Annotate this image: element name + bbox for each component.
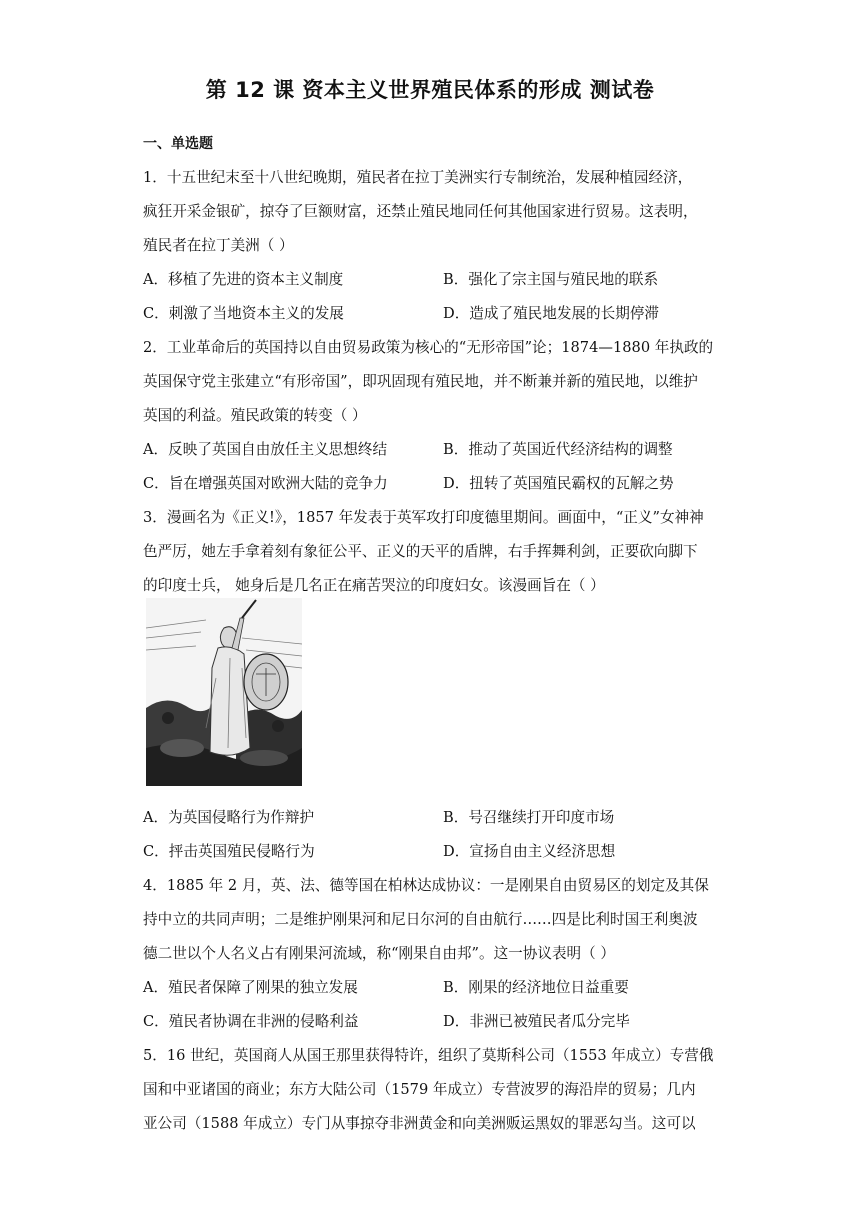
question-3-line-3: 的印度士兵， 她身后是几名正在痛苦哭泣的印度妇女。该漫画旨在（ ）: [143, 577, 605, 594]
question-2-line-2: 英国保守党主张建立“有形帝国”，即巩固现有殖民地，并不断兼并新的殖民地，以维护: [143, 373, 698, 390]
question-4-line-3: 德二世以个人名义占有刚果河流域，称“刚果自由邦”。这一协议表明（ ）: [143, 945, 615, 962]
section-heading: 一、单选题: [143, 136, 213, 152]
page-title: 第 12 课 资本主义世界殖民体系的形成 测试卷: [205, 78, 655, 102]
question-1-option-b[interactable]: B．强化了宗主国与殖民地的联系: [443, 271, 659, 288]
question-4-option-a[interactable]: A．殖民者保障了刚果的独立发展: [143, 979, 358, 996]
question-2-option-c[interactable]: C．旨在增强英国对欧洲大陆的竞争力: [143, 475, 388, 492]
question-3-line-1: 3．漫画名为《正义!》，1857 年发表于英军攻打印度德里期间。画面中，“正义”女神神: [143, 509, 704, 526]
question-2-option-d[interactable]: D．扭转了英国殖民霸权的瓦解之势: [443, 475, 674, 492]
question-2-option-b[interactable]: B．推动了英国近代经济结构的调整: [443, 441, 673, 458]
question-5-line-3: 亚公司（1588 年成立）专门从事掠夺非洲黄金和向美洲贩运黑奴的罪恶勾当。这可以: [143, 1115, 696, 1132]
question-1-line-3: 殖民者在拉丁美洲（ ）: [143, 237, 294, 254]
question-5-line-1: 5．16 世纪，英国商人从国王那里获得特许，组织了莫斯科公司（1553 年成立）专营俄: [143, 1047, 714, 1064]
question-4-option-d[interactable]: D．非洲已被殖民者瓜分完毕: [443, 1013, 630, 1030]
question-1-option-c[interactable]: C．刺激了当地资本主义的发展: [143, 305, 344, 322]
question-1-option-d[interactable]: D．造成了殖民地发展的长期停滞: [443, 305, 660, 322]
question-2-option-a[interactable]: A．反映了英国自由放任主义思想终结: [143, 441, 388, 458]
question-1-option-a[interactable]: A．移植了先进的资本主义制度: [143, 271, 344, 288]
question-3-option-b[interactable]: B．号召继续打开印度市场: [443, 809, 615, 826]
question-4-line-2: 持中立的共同声明；二是维护刚果河和尼日尔河的自由航行……四是比利时国王利奥波: [143, 911, 698, 928]
question-3-line-2: 色严厉，她左手拿着刻有象征公平、正义的天平的盾牌，右手挥舞利剑，正要砍向脚下: [143, 543, 698, 560]
question-1-line-2: 疯狂开采金银矿，掠夺了巨额财富，还禁止殖民地同任何其他国家进行贸易。这表明，: [143, 203, 698, 220]
question-3-option-d[interactable]: D．宣扬自由主义经济思想: [443, 843, 616, 860]
question-2-line-3: 英国的利益。殖民政策的转变（ ）: [143, 407, 367, 424]
question-3-option-a[interactable]: A．为英国侵略行为作辩护: [143, 809, 315, 826]
question-1-line-1: 1．十五世纪末至十八世纪晚期，殖民者在拉丁美洲实行专制统治，发展种植园经济，: [143, 169, 693, 186]
justice-cartoon-illustration: [146, 598, 302, 786]
question-2-line-1: 2．工业革命后的英国持以自由贸易政策为核心的“无形帝国”论；1874—1880 年执政的: [143, 339, 714, 356]
question-4-option-b[interactable]: B．刚果的经济地位日益重要: [443, 979, 629, 996]
question-4-option-c[interactable]: C．殖民者协调在非洲的侵略利益: [143, 1013, 359, 1030]
question-3-option-c[interactable]: C．抨击英国殖民侵略行为: [143, 843, 315, 860]
question-4-line-1: 4．1885 年 2 月，英、法、德等国在柏林达成协议：一是刚果自由贸易区的划定及其保: [143, 877, 709, 894]
question-5-line-2: 国和中亚诸国的商业；东方大陆公司（1579 年成立）专营波罗的海沿岸的贸易；几内: [143, 1081, 696, 1098]
